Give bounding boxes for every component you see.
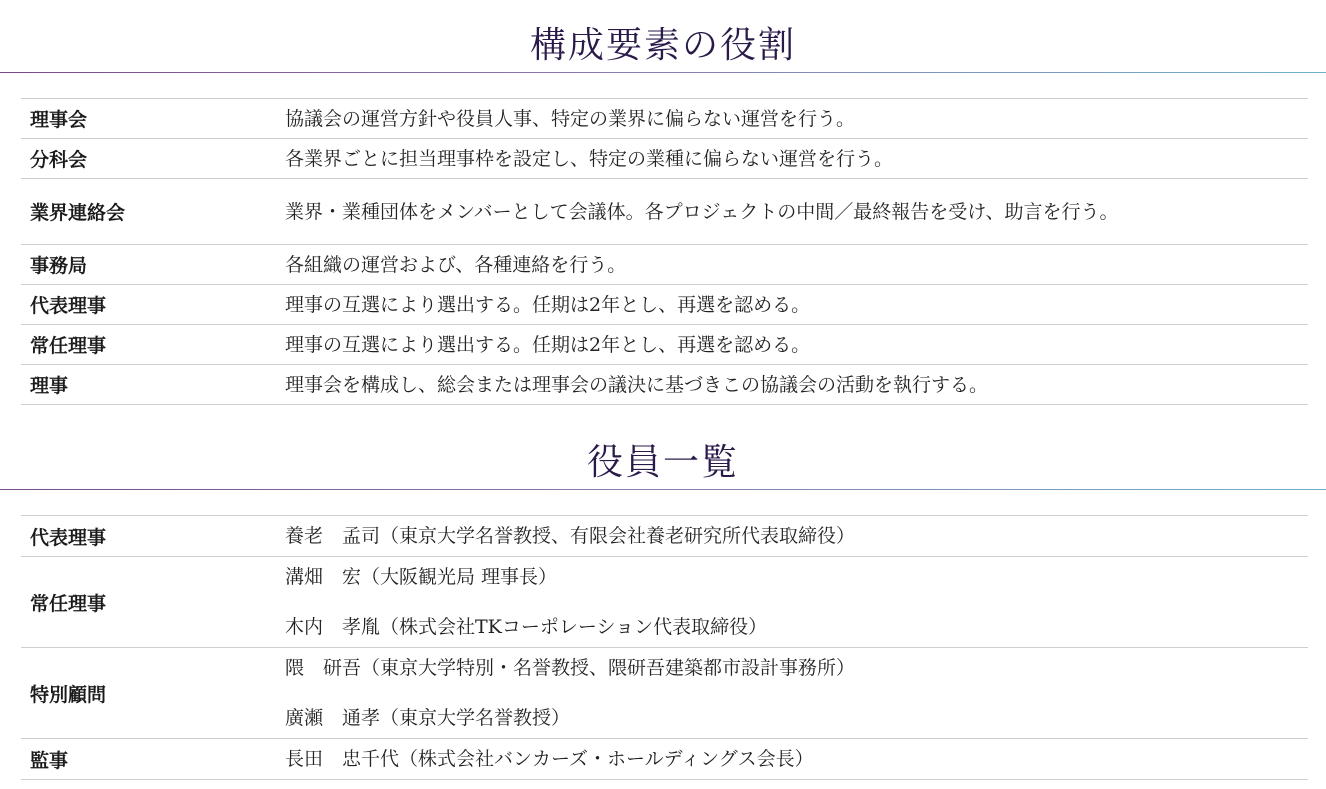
officer-position: 常任理事 [21, 557, 285, 648]
table-row [21, 739, 1308, 780]
table-row [21, 365, 1308, 405]
role-description: 各業界ごとに担当理事枠を設定し、特定の業種に偏らない運営を行う。 [285, 139, 1308, 179]
role-description: 理事の互選により選出する。任期は2年とし、再選を認める。 [285, 285, 1308, 325]
table-row [21, 99, 1308, 139]
table-row [21, 516, 1308, 557]
roles-section-title: 構成要素の役割 [529, 25, 796, 66]
role-label: 業界連絡会 [21, 179, 285, 245]
officer-names [285, 557, 1308, 648]
roles-table [21, 98, 1308, 405]
officer-names [285, 739, 1308, 780]
officer-names [285, 516, 1308, 557]
table-row [21, 139, 1308, 179]
role-label: 理事会 [21, 99, 285, 139]
officer-name: 隈 研吾（東京大学特別・名誉教授、隈研吾建築都市設計事務所） [285, 657, 856, 679]
role-description: 協議会の運営方針や役員人事、特定の業界に偏らない運営を行う。 [285, 99, 1308, 139]
officer-name: 養老 孟司（東京大学名誉教授、有限会社養老研究所代表取締役） [285, 525, 856, 547]
table-row [21, 245, 1308, 285]
officer-position: 特別顧問 [21, 648, 285, 739]
role-description: 理事会を構成し、総会または理事会の議決に基づきこの協議会の活動を執行する。 [285, 365, 1308, 405]
officer-name: 溝畑 宏（大阪観光局 理事長） [285, 566, 558, 588]
officer-position: 代表理事 [21, 516, 285, 557]
officer-position: 監事 [21, 739, 285, 780]
officer-name: 廣瀬 通孝（東京大学名誉教授） [285, 707, 571, 729]
role-label: 分科会 [21, 139, 285, 179]
officers-table [21, 515, 1308, 780]
table-row [21, 648, 1308, 739]
table-row [21, 179, 1308, 245]
officers-section-title: 役員一覧 [586, 442, 739, 483]
role-label: 代表理事 [21, 285, 285, 325]
officer-name: 長田 忠千代（株式会社バンカーズ・ホールディングス会長） [285, 748, 814, 770]
officer-names [285, 648, 1308, 739]
table-row [21, 325, 1308, 365]
role-description: 業界・業種団体をメンバーとして会議体。各プロジェクトの中間／最終報告を受け、助言を行う。 [285, 179, 1308, 245]
role-description: 理事の互選により選出する。任期は2年とし、再選を認める。 [285, 325, 1308, 365]
role-label: 事務局 [21, 245, 285, 285]
role-description: 各組織の運営および、各種連絡を行う。 [285, 245, 1308, 285]
table-row [21, 285, 1308, 325]
officer-name: 木内 孝胤（株式会社TKコーポレーション代表取締役） [285, 616, 768, 638]
section-divider [0, 72, 1326, 73]
table-row [21, 557, 1308, 648]
role-label: 理事 [21, 365, 285, 405]
role-label: 常任理事 [21, 325, 285, 365]
section-divider [0, 489, 1326, 490]
